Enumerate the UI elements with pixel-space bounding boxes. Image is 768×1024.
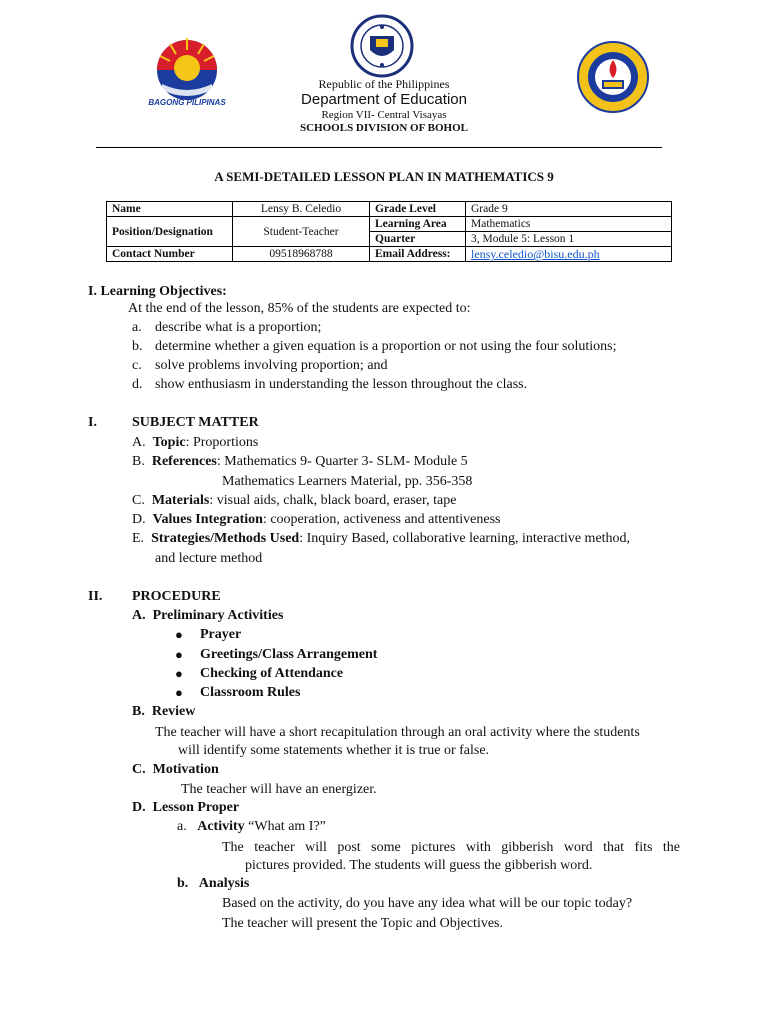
objectives-heading: I. Learning Objectives: (88, 284, 227, 299)
bullet-icon: ● (175, 685, 183, 700)
materials-line: C. Materials: visual aids, chalk, black board, eraser, tape (132, 493, 457, 508)
department-title: Department of Education (301, 91, 467, 108)
bullet-icon: ● (175, 666, 183, 681)
objective-text: determine whether a given equation is a proportion or not using the four solutions; (155, 339, 617, 354)
name-label: Name (107, 202, 233, 217)
table-row (107, 247, 672, 262)
strategies-value: : Inquiry Based, collaborative learning, interactive method, (299, 531, 631, 546)
strategies-value-continued: and lecture method (155, 551, 263, 566)
review-text: The teacher will have a short recapitulation through an oral activity where the students (155, 725, 640, 740)
activity-line: a. Activity “What am I?” (177, 819, 326, 834)
bullet-icon: ● (175, 647, 183, 662)
references-value-continued: Mathematics Learners Material, pp. 356-358 (222, 474, 473, 489)
activity-label: Activity (197, 819, 245, 834)
activity-text: The teacher will post some pictures with gibberish word that fits the (222, 840, 680, 855)
analysis-label: Analysis (198, 876, 250, 891)
preliminary-item: Prayer (200, 627, 242, 642)
motivation-text: The teacher will have an energizer. (181, 782, 377, 797)
grade-label: Grade Level (370, 202, 466, 217)
procedure-number: II. (88, 589, 103, 604)
materials-value: : visual aids, chalk, black board, eraser, tape (209, 493, 457, 508)
subject-heading: SUBJECT MATTER (132, 415, 259, 430)
preliminary-item: Classroom Rules (200, 685, 301, 700)
email-link[interactable]: lensy.celedio@bisu.edu.ph (466, 247, 672, 262)
division-text: SCHOOLS DIVISION OF BOHOL (300, 122, 468, 134)
objective-marker: c. (132, 358, 142, 373)
activity-text-continued: pictures provided. The students will guess the gibberish word. (245, 858, 593, 873)
page-title: A SEMI-DETAILED LESSON PLAN IN MATHEMATICS 9 (214, 169, 554, 184)
objective-text: solve problems involving proportion; and (155, 358, 388, 373)
info-table (106, 201, 672, 262)
materials-label: Materials (151, 493, 210, 508)
objective-marker: d. (132, 377, 143, 392)
topic-value: : Proportions (185, 435, 259, 450)
area-value: Mathematics (466, 217, 672, 232)
lesson-heading: Lesson Proper (152, 800, 240, 815)
quarter-value: 3, Module 5: Lesson 1 (466, 232, 672, 247)
preliminary-heading: Preliminary Activities (152, 608, 284, 623)
subject-number: I. (88, 415, 97, 430)
motivation-heading: Motivation (152, 762, 219, 777)
topic-line: A. Topic: Proportions (132, 435, 259, 450)
bagong-pilipinas-caption: BAGONG PILIPINAS (148, 98, 226, 107)
analysis-text: Based on the activity, do you have any idea what will be our topic today? (222, 896, 633, 911)
deped-seal-icon (350, 14, 414, 78)
references-label: References (151, 454, 217, 469)
grade-value: Grade 9 (466, 202, 672, 217)
preliminary-line: A. Preliminary Activities (132, 608, 284, 623)
analysis-text-continued: The teacher will present the Topic and Objectives. (222, 916, 503, 931)
table-row (107, 217, 672, 232)
objective-text: describe what is a proportion; (155, 320, 322, 335)
activity-title: “What am I?” (244, 819, 326, 834)
references-line: B. References: Mathematics 9- Quarter 3- SLM- Module 5 (132, 454, 468, 469)
analysis-line: b. Analysis (177, 876, 250, 891)
procedure-heading: PROCEDURE (132, 589, 221, 604)
table-row (107, 202, 672, 217)
objectives-intro: At the end of the lesson, 85% of the students are expected to: (128, 301, 471, 316)
area-label: Learning Area (370, 217, 466, 232)
review-text-continued: will identify some statements whether it is true or false. (178, 743, 490, 758)
region-text: Region VII- Central Visayas (321, 109, 447, 121)
values-value: : cooperation, activeness and attentiveness (262, 512, 501, 527)
name-value: Lensy B. Celedio (233, 202, 370, 217)
values-label: Values Integration (152, 512, 263, 527)
objective-text: show enthusiasm in understanding the lesson throughout the class. (155, 377, 528, 392)
references-value: : Mathematics 9- Quarter 3- SLM- Module 5 (216, 454, 468, 469)
header-divider (96, 147, 662, 148)
strategies-label: Strategies/Methods Used (151, 531, 300, 546)
lesson-proper-line: D. Lesson Proper (132, 800, 240, 815)
contact-value: 09518968788 (233, 247, 370, 262)
quarter-label: Quarter (370, 232, 466, 247)
republic-text: Republic of the Philippines (318, 77, 450, 91)
contact-label: Contact Number (107, 247, 233, 262)
review-line: B. Review (132, 704, 196, 719)
bullet-icon: ● (175, 627, 183, 642)
motivation-line: C. Motivation (132, 762, 219, 777)
email-label: Email Address: (370, 247, 466, 262)
review-heading: Review (151, 704, 196, 719)
topic-label: Topic (152, 435, 186, 450)
objective-marker: b. (132, 339, 143, 354)
position-label: Position/Designation (107, 217, 233, 247)
position-value: Student-Teacher (233, 217, 370, 247)
preliminary-item: Checking of Attendance (200, 666, 344, 681)
strategies-line: E. Strategies/Methods Used: Inquiry Based, collaborative learning, interactive method, (132, 531, 631, 546)
values-line: D. Values Integration: cooperation, activeness and attentiveness (132, 512, 501, 527)
objective-marker: a. (132, 320, 142, 335)
deped-seal-logo (350, 14, 414, 78)
preliminary-item: Greetings/Class Arrangement (200, 647, 378, 662)
